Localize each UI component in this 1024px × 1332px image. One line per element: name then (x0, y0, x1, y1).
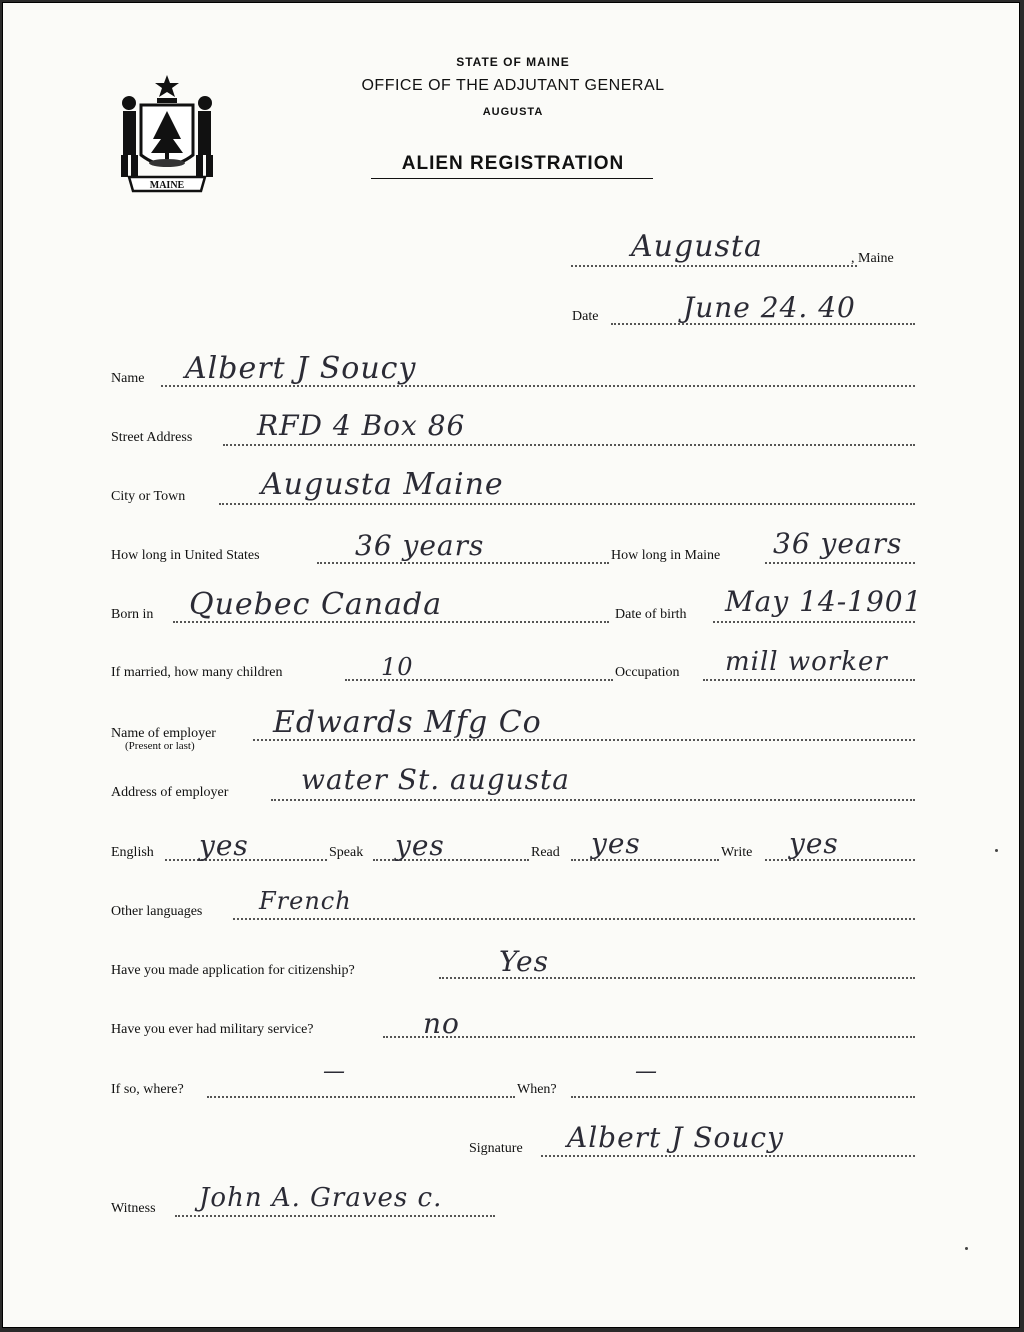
when-value: — (635, 1059, 658, 1084)
where-line (207, 1096, 515, 1098)
dob-label: Date of birth (615, 607, 687, 622)
english-value: yes (199, 829, 249, 862)
seal-text: MAINE (149, 180, 185, 191)
where-label: If so, where? (111, 1082, 184, 1097)
witness-label: Witness (111, 1201, 156, 1216)
street-line (223, 444, 915, 446)
employer-address-value: water St. augusta (301, 763, 570, 796)
born-in-value: Quebec Canada (189, 587, 443, 622)
city-heading: AUGUSTA (482, 106, 544, 118)
when-label: When? (517, 1082, 557, 1097)
street-label: Street Address (111, 430, 193, 445)
paper-speck (995, 849, 998, 852)
signature-value: Albert J Soucy (567, 1121, 784, 1154)
occupation-value: mill worker (725, 647, 888, 677)
military-line (383, 1036, 915, 1038)
years-maine-line (765, 562, 915, 564)
occupation-label: Occupation (615, 665, 680, 680)
other-languages-label: Other languages (111, 904, 203, 919)
signature-label: Signature (469, 1141, 523, 1156)
years-us-line (317, 562, 609, 564)
years-maine-label: How long in Maine (611, 548, 721, 563)
born-in-label: Born in (111, 607, 154, 622)
date-label: Date (572, 309, 599, 324)
date-value: June 24. 40 (683, 291, 856, 324)
name-label: Name (111, 371, 145, 386)
read-value: yes (591, 827, 641, 860)
dob-value: May 14-1901 (725, 585, 923, 618)
registration-card (2, 2, 1020, 1328)
employer-value: Edwards Mfg Co (273, 705, 542, 740)
place-line (571, 265, 857, 267)
read-label: Read (531, 845, 560, 860)
when-line (571, 1096, 915, 1098)
office-heading: OFFICE OF THE ADJUTANT GENERAL (361, 77, 665, 94)
military-value: no (423, 1007, 460, 1040)
witness-value: John A. Graves c. (199, 1183, 443, 1213)
employer-label (111, 727, 216, 753)
occupation-line (703, 679, 915, 681)
witness-line (175, 1215, 495, 1217)
military-label: Have you ever had military service? (111, 1022, 314, 1037)
employer-sublabel: (Present or last) (125, 740, 195, 752)
employer-label-text: Name of employer (111, 726, 216, 741)
other-languages-value: French (259, 887, 352, 915)
other-languages-line (233, 918, 915, 920)
years-maine-value: 36 years (773, 527, 903, 560)
citizenship-label: Have you made application for citizenship? (111, 963, 355, 978)
city-line (219, 503, 915, 505)
maine-seal-icon (111, 71, 223, 195)
place-value: Augusta (631, 229, 763, 264)
years-us-label: How long in United States (111, 548, 260, 563)
children-value: 10 (381, 653, 414, 681)
city-label: City or Town (111, 489, 186, 504)
write-line (765, 859, 915, 861)
name-value: Albert J Soucy (185, 351, 417, 386)
employer-address-line (271, 799, 915, 801)
english-label: English (111, 845, 154, 860)
speak-value: yes (395, 829, 445, 862)
dob-line (713, 621, 915, 623)
write-value: yes (789, 827, 839, 860)
years-us-value: 36 years (355, 529, 485, 562)
employer-address-label: Address of employer (111, 785, 229, 800)
state-heading: STATE OF MAINE (456, 55, 570, 69)
citizenship-value: Yes (499, 945, 549, 978)
write-label: Write (721, 845, 753, 860)
title-underline (371, 178, 653, 179)
speak-label: Speak (329, 845, 364, 860)
children-label: If married, how many children (111, 665, 283, 680)
place-suffix: , Maine (851, 251, 894, 266)
paper-speck (965, 1247, 968, 1250)
form-title: ALIEN REGISTRATION (401, 153, 625, 174)
where-value: — (323, 1059, 346, 1084)
signature-line (541, 1155, 915, 1157)
city-value: Augusta Maine (261, 467, 504, 502)
street-value: RFD 4 Box 86 (257, 409, 466, 442)
